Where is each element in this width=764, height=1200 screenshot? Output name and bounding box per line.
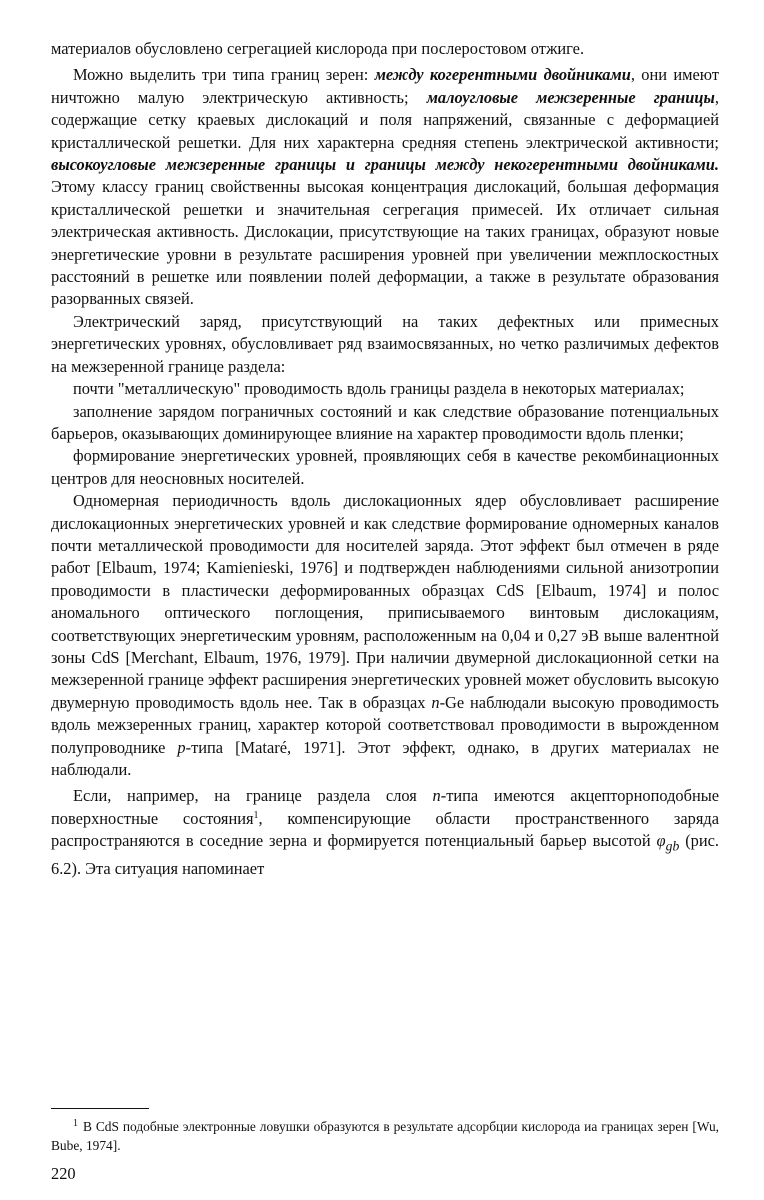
symbol: φ — [656, 831, 666, 851]
page-number: 220 — [51, 1164, 76, 1183]
paragraph: материалов обусловлено сегрегацией кислорода при послеростовом отжиге. — [51, 39, 585, 58]
text: (рис. 6.2). Эта ситуация напоминает — [51, 831, 719, 878]
footnote: 1 В CdS подобные электронные ловушки образуются в результате адсорбции кислорода иа границах зерен [Wu, Bube, 1974]. — [51, 1118, 719, 1153]
emphasis: высокоугловые межзеренные границы и границы между некогерентными двойниками. — [51, 155, 719, 175]
text: Можно выделить три типа границ зерен: — [73, 65, 375, 85]
emphasis: между когерентными двойниками — [374, 65, 631, 85]
text: , компенсирующие области пространственного заряда распространяются в соседние зерна и формируется потенциальный барьер высотой — [51, 808, 719, 851]
footnote-ref: 1 — [253, 809, 259, 821]
paragraph: Электрический заряд, присутствующий на таких дефектных или примесных энергетических уровнях, обусловливает ряд взаимосвязанных, но четко различимых дефектов на межзеренной границе раздела: — [51, 311, 719, 376]
paragraph — [51, 490, 719, 781]
subscript: gb — [665, 838, 680, 854]
list-item: почти "металлическую" проводимость вдоль границы раздела в некоторых материалах; — [73, 379, 685, 399]
symbol: n — [431, 692, 440, 712]
symbol: n — [432, 786, 441, 806]
text: Если, например, на границе раздела слоя — [73, 786, 433, 806]
footnote-divider — [51, 1108, 149, 1109]
text: , содержащие сетку краевых дислокаций и поля напряжений, связанные с деформацией кристаллической решетки. Для них характерна средняя степень электрической активности; — [51, 87, 719, 152]
emphasis: малоугловые межзеренные границы — [426, 87, 715, 107]
paragraph — [51, 64, 719, 310]
text: , они имеют ничтожно малую электрическую активность; — [51, 65, 719, 107]
text: Одномерная периодичность вдоль дислокационных ядер обусловливает расширение дислокационных энергетических уровней и как следствие формирование одномерных каналов почти металлической проводимости для носителей заряда. Этот эффект был отмечен в ряде работ [Elbaum, 1974; Kamienieski, 1976] и подтвержден наблюдениями сильной анизотропии проводимости в пластически деформированных образцах CdS [Elbaum, 1974] и полос аномального оптического поглощения, приписываемого винтовым дислокациям, соответствующих энергетическим уровням, расположенным на 0,04 и 0,27 эВ выше валентной зоны CdS [Merchant, Elbaum, 1976, 1979]. При наличии двумерной дислокационной сетки на межзеренной границе эффект расширения энергетических уровней может обусловить высокую двумерную проводимость вдоль нее. Так в образцах — [51, 491, 719, 712]
footnote-text: В CdS подобные электронные ловушки образуются в результате адсорбции кислорода иа границах зерен [Wu, Bube, 1974]. — [51, 1119, 719, 1153]
paragraph — [51, 785, 719, 880]
text: -типа [Mataré, 1971]. Этот эффект, однако, в других материалах не наблюдали. — [51, 737, 719, 779]
list-item: заполнение зарядом пограничных состояний и как следствие образование потенциальных барьеров, оказывающих доминирующее влияние на характер проводимости вдоль пленки; — [51, 401, 719, 443]
main-text — [51, 38, 719, 880]
symbol: p — [177, 737, 186, 757]
list-item: формирование энергетических уровней, проявляющих себя в качестве рекомбинационных центров для неосновных носителей. — [51, 446, 719, 488]
text: -Ge наблюдали высокую проводимость вдоль межзеренных границ, характер которой соответствовал проводимости в вырожденном полупроводнике — [51, 692, 719, 757]
text: -типа имеются акцепторноподобные поверхностные состояния — [51, 786, 720, 828]
text: Этому классу границ свойственны высокая концентрация дислокаций, большая деформация кристаллической решетки и значительная сегрегация примесей. Их отличает сильная электрическая активность. Дислокации, присутствующие на таких границах, образуют новые энергетические уровни в результате расширения уровней при увеличении межплоскостных расстояний в решетке или появлении полей деформации, а также в результате образования разорванных связей. — [51, 177, 719, 309]
